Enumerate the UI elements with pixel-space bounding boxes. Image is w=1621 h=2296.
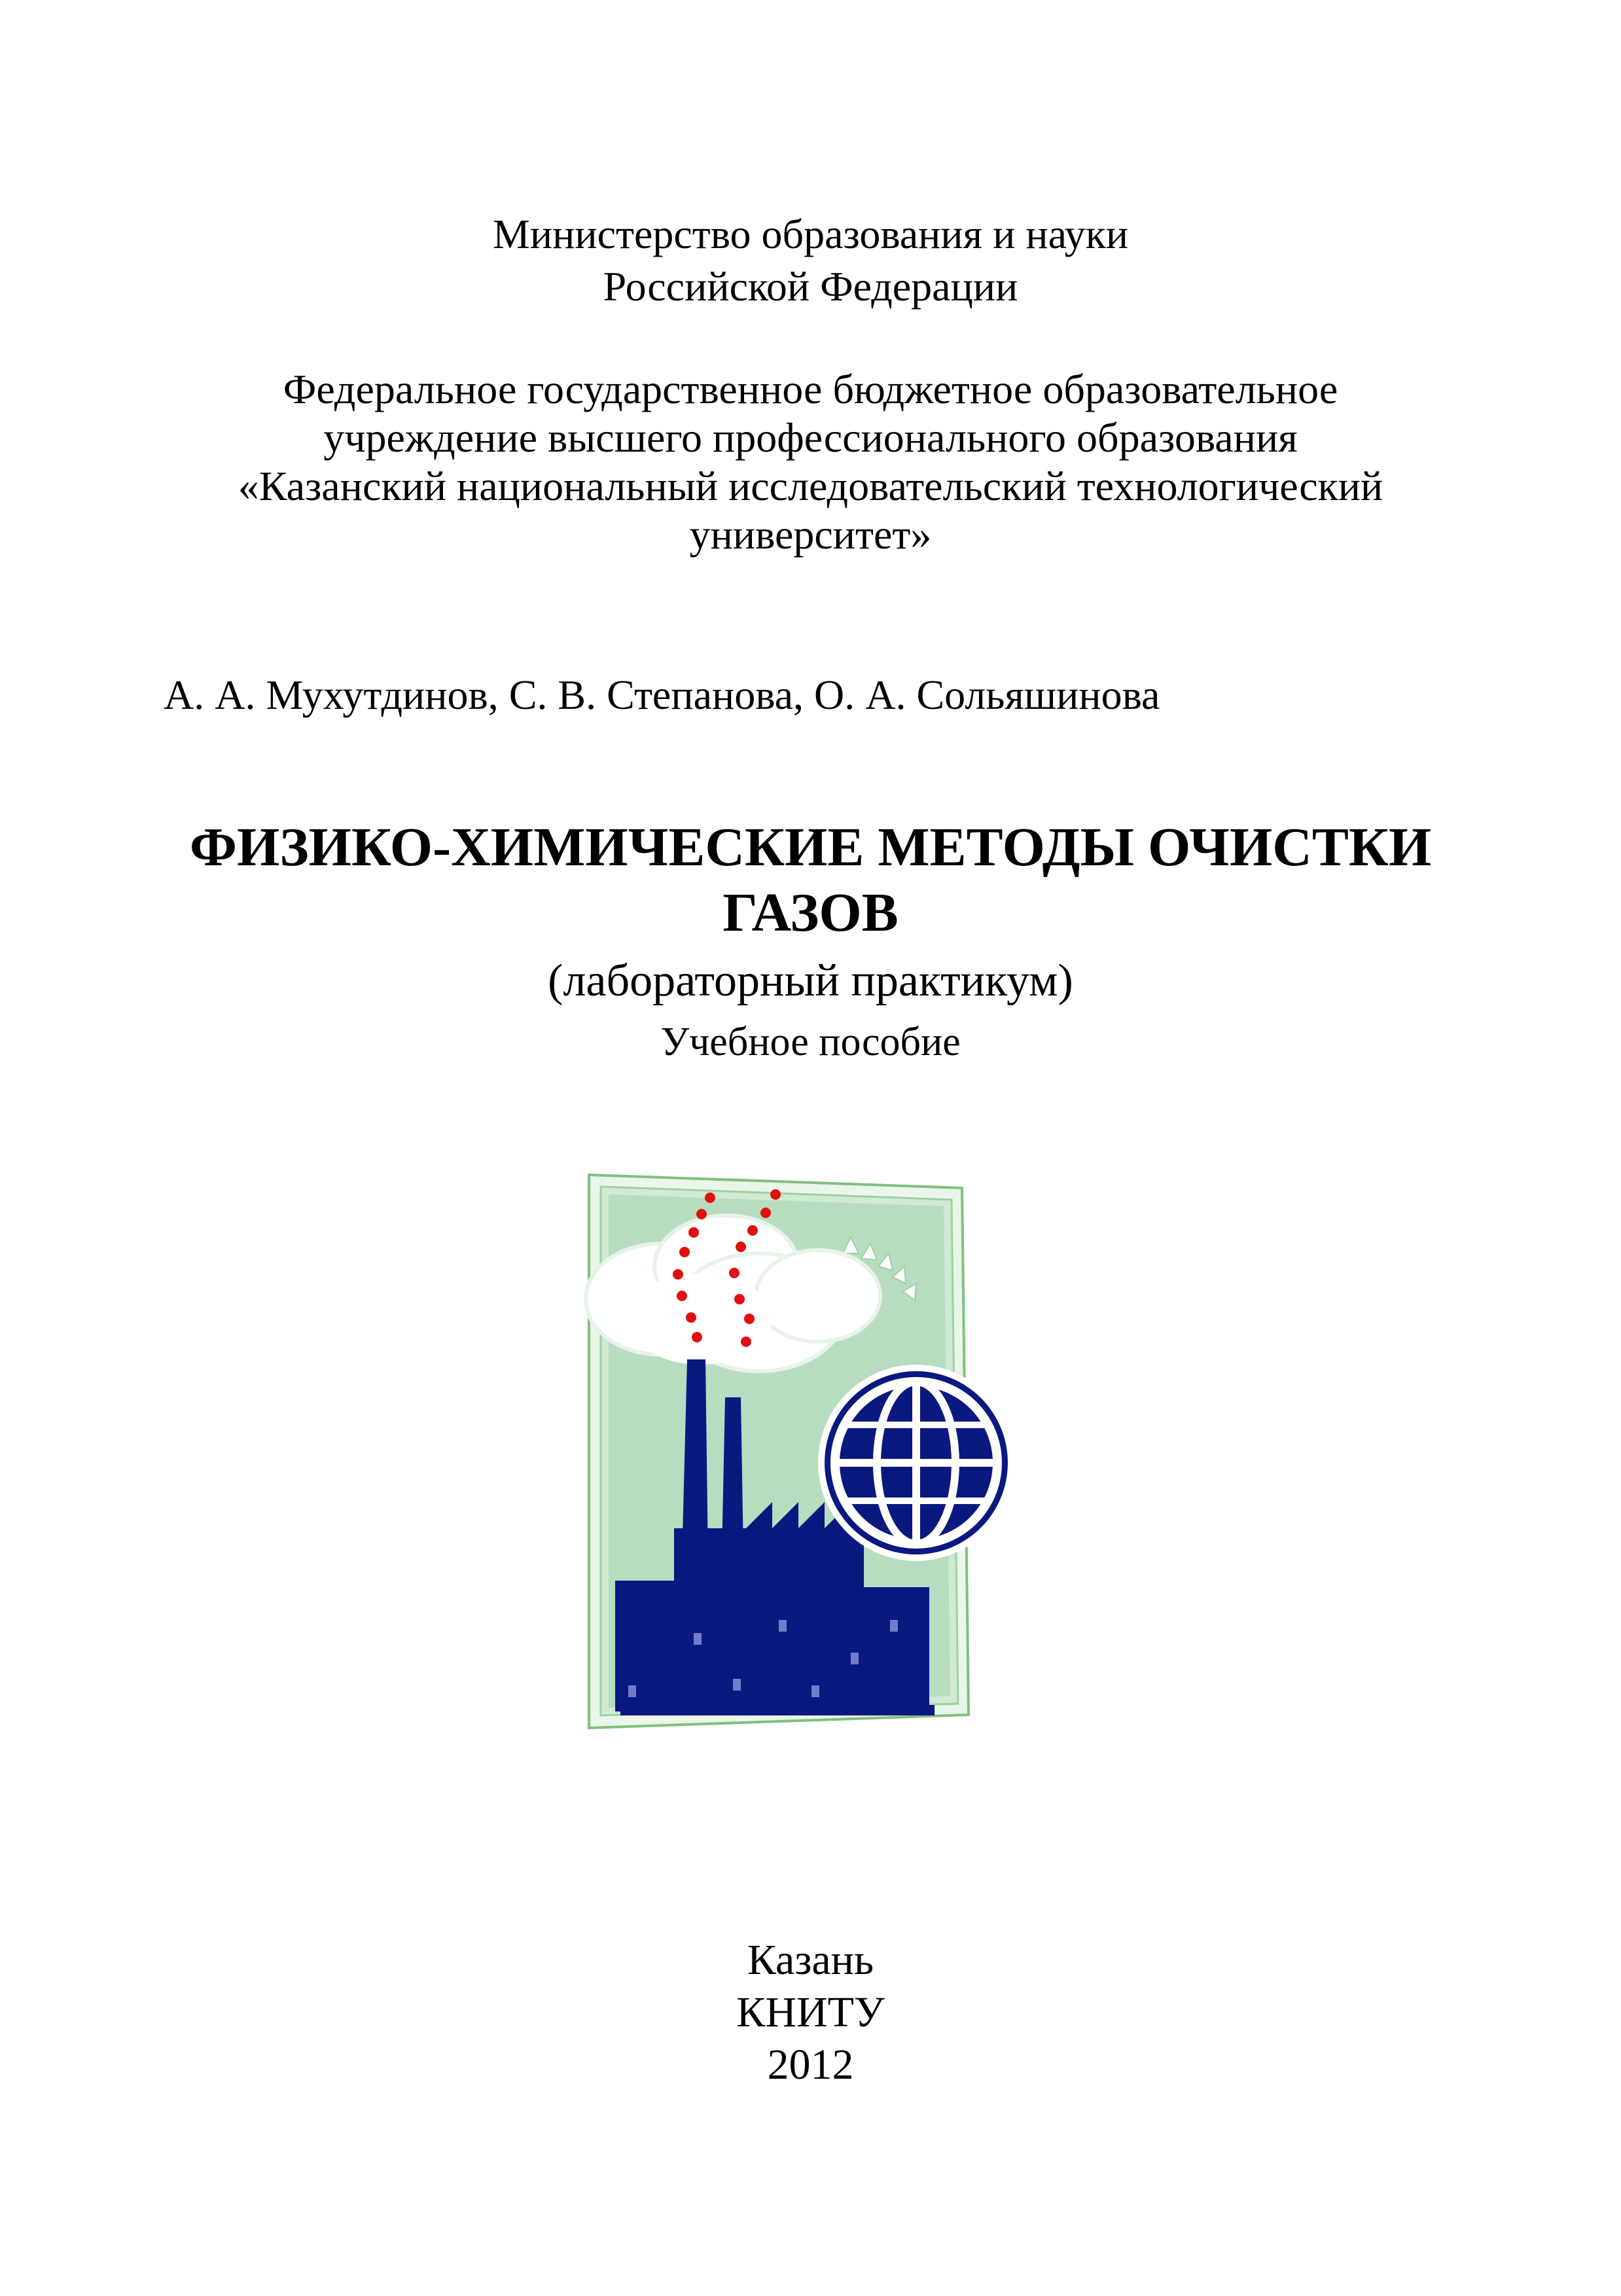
book-title-line-1: ФИЗИКО-ХИМИЧЕСКИЕ МЕТОДЫ ОЧИСТКИ (189, 817, 1432, 878)
institution-header (0, 365, 1621, 559)
imprint-year: 2012 (767, 2041, 854, 2089)
institution-line-3: «Казанский национальный исследовательский технологический (238, 463, 1383, 509)
institution-line-1: Федеральное государственное бюджетное образовательное (283, 366, 1338, 412)
institution-line-2: учреждение высшего профессионального образования (323, 414, 1298, 461)
imprint (0, 1934, 1621, 2091)
document-type: Учебное пособие (660, 1020, 961, 1064)
book-title (0, 815, 1621, 946)
globe-icon (818, 1365, 1014, 1561)
imprint-city: Казань (747, 1936, 874, 1984)
authors: А. А. Мухутдинов, С. В. Степанова, О. А. Сольяшинова (164, 672, 1160, 718)
imprint-publisher: КНИТУ (736, 1988, 885, 2036)
book-subtitle: (лабораторный практикум) (548, 956, 1073, 1006)
ministry-line-1: Министерство образования и науки (492, 211, 1129, 257)
cover-illustration (563, 1162, 1060, 1738)
book-title-line-2: ГАЗОВ (722, 882, 899, 943)
institution-line-4: университет» (689, 511, 932, 558)
ministry-line-2: Российской Федерации (603, 263, 1018, 310)
ministry-header (0, 208, 1621, 313)
